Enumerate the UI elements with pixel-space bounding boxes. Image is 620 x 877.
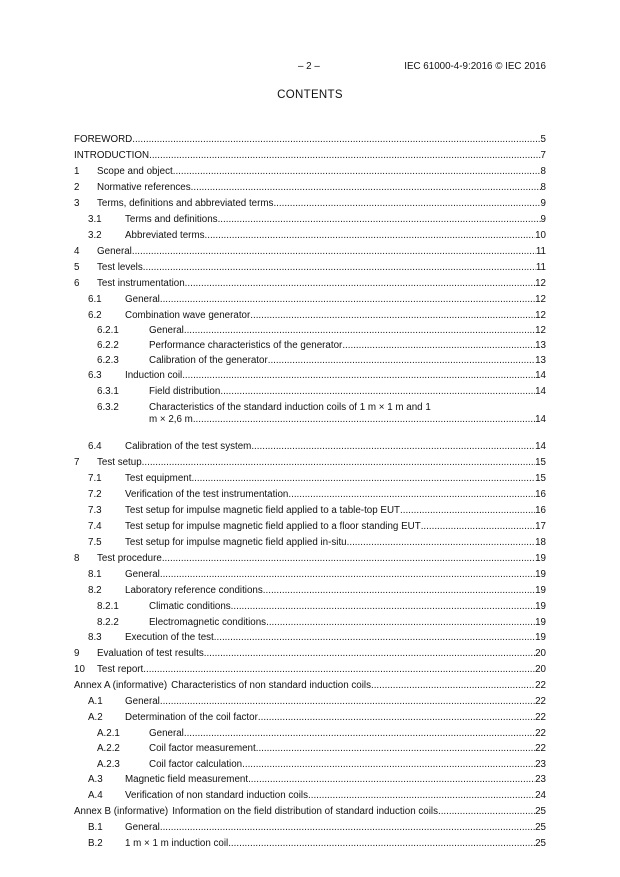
dot-leader [191, 473, 535, 485]
toc-entry-number: Annex A (informative) [74, 680, 168, 691]
toc-entry-number: A.2.2 [97, 743, 120, 754]
toc-entry-title: Test levels [97, 262, 143, 273]
toc-entry-title: Terms and definitions [125, 214, 218, 225]
toc-entry-title: Test procedure [97, 553, 162, 564]
dot-leader [258, 712, 535, 724]
toc-entry-page: 13 [535, 340, 546, 351]
toc-entry-page: 15 [535, 473, 546, 484]
toc-entry-title: Scope and object [97, 166, 173, 177]
toc-entry-number: 6.2.1 [97, 325, 119, 336]
toc-entry-page: 25 [535, 806, 546, 817]
page-number: – 2 – [298, 61, 320, 72]
toc-entry[interactable] [74, 822, 546, 834]
toc-entry-page: 24 [535, 790, 546, 801]
dot-leader [160, 569, 535, 581]
toc-entry-page: 19 [535, 569, 546, 580]
toc-entry-number: 7.2 [88, 489, 102, 500]
toc-entry-page: 12 [535, 278, 546, 289]
toc-entry[interactable] [74, 759, 546, 771]
document-reference: IEC 61000-4-9:2016 © IEC 2016 [404, 61, 546, 72]
toc-entry[interactable] [74, 743, 546, 755]
toc-entry-page: 17 [535, 521, 546, 532]
dot-leader [143, 664, 535, 676]
dot-leader [273, 198, 540, 210]
toc-entry-page: 5 [540, 134, 546, 145]
toc-entry-page: 12 [535, 294, 546, 305]
toc-entry-page: 14 [535, 370, 546, 381]
toc-entry-number: 6.2.3 [97, 355, 119, 366]
toc-entry[interactable] [74, 838, 546, 850]
dot-leader [308, 790, 535, 802]
dot-leader [288, 489, 535, 501]
toc-entry[interactable] [74, 278, 546, 290]
toc-entry-title: General [125, 569, 160, 580]
toc-entry-title: Execution of the test [125, 632, 214, 643]
toc-entry-page: 25 [535, 838, 546, 849]
dot-leader [160, 294, 535, 306]
toc-entry-page: 23 [535, 774, 546, 785]
toc-entry[interactable] [74, 664, 546, 676]
toc-entry[interactable] [74, 505, 546, 517]
toc-entry-page: 22 [535, 728, 546, 739]
toc-entry-title: Electromagnetic conditions [149, 617, 267, 628]
toc-entry-number: B.2 [88, 838, 103, 849]
toc-entry-page: 10 [535, 230, 546, 241]
toc-entry[interactable] [74, 632, 546, 644]
dot-leader [191, 182, 541, 194]
toc-entry-page: 14 [535, 414, 546, 425]
toc-entry-title: Verification of the test instrumentation [125, 489, 289, 500]
toc-entry-number: 6.4 [88, 441, 102, 452]
dot-leader [173, 166, 541, 178]
toc-entry-number: 7.5 [88, 537, 102, 548]
toc-entry[interactable] [74, 246, 546, 258]
toc-entry-title: Determination of the coil factor [125, 712, 258, 723]
toc-entry-page: 19 [535, 632, 546, 643]
toc-entry[interactable] [74, 790, 546, 802]
toc-entry-number: 8.2.1 [97, 601, 119, 612]
toc-entry[interactable] [74, 601, 546, 613]
toc-entry-number: A.1 [88, 696, 103, 707]
dot-leader [263, 585, 535, 597]
toc-entry-title: Calibration of the generator [149, 355, 268, 366]
dot-leader [214, 632, 535, 644]
toc-entry-title: Performance characteristics of the generator [149, 340, 343, 351]
toc-entry-number: 7 [74, 457, 80, 468]
toc-entry[interactable] [74, 457, 546, 469]
toc-entry-number: 6.2.2 [97, 340, 119, 351]
toc-entry-page: 13 [535, 355, 546, 366]
toc-entry-title: General [97, 246, 132, 257]
toc-entry-title: Test report [97, 664, 144, 675]
toc-entry[interactable] [74, 696, 546, 708]
toc-entry-title: Test setup for impulse magnetic field applied in-situ [125, 537, 347, 548]
toc-entry[interactable] [74, 198, 546, 210]
toc-entry-number: 9 [74, 648, 80, 659]
dot-leader [132, 134, 540, 146]
toc-entry-page: 23 [535, 759, 546, 770]
toc-entry-number: A.2 [88, 712, 103, 723]
toc-entry[interactable] [74, 728, 546, 740]
toc-entry[interactable] [74, 585, 546, 597]
toc-entry[interactable] [74, 617, 546, 629]
toc-entry-number: 10 [74, 664, 85, 675]
dot-leader [347, 537, 535, 549]
dot-leader [205, 230, 536, 242]
toc-entry[interactable] [74, 230, 546, 242]
toc-entry-title: Field distribution [149, 386, 221, 397]
dot-leader [142, 457, 535, 469]
toc-entry-page: 20 [535, 664, 546, 675]
toc-entry-number: 6.2 [88, 310, 102, 321]
toc-entry-page: 18 [535, 537, 546, 548]
toc-entry[interactable] [74, 537, 546, 549]
toc-entry-title: Calibration of the test system [125, 441, 252, 452]
toc-entry-title: Induction coil [125, 370, 183, 381]
toc-entry-number: 7.1 [88, 473, 102, 484]
dot-leader [242, 759, 535, 771]
toc-entry[interactable] [74, 648, 546, 660]
toc-entry-page: 8 [540, 182, 546, 193]
toc-entry-title: General [149, 325, 184, 336]
dot-leader [438, 806, 535, 818]
dot-leader [228, 838, 535, 850]
toc-entry-page: 7 [540, 150, 546, 161]
dot-leader [250, 310, 535, 322]
toc-entry-title: Characteristics of non standard induction coils [171, 680, 371, 691]
toc-entry-page: 19 [535, 617, 546, 628]
toc-entry-number: 3 [74, 198, 80, 209]
dot-leader [256, 743, 535, 755]
dot-leader [248, 774, 535, 786]
toc-entry-page: 15 [535, 457, 546, 468]
toc-entry-page: 9 [540, 214, 546, 225]
toc-entry[interactable] [74, 294, 546, 306]
dot-leader [231, 601, 535, 613]
toc-entry[interactable] [74, 473, 546, 485]
toc-entry[interactable] [74, 680, 546, 692]
toc-entry[interactable] [74, 441, 546, 453]
toc-entry-number: 1 [74, 166, 80, 177]
toc-entry-page: 12 [535, 325, 546, 336]
toc-entry-page: 16 [535, 489, 546, 500]
toc-entry[interactable] [74, 166, 546, 178]
toc-entry-page: 22 [535, 680, 546, 691]
toc-entry-number: 8.2 [88, 585, 102, 596]
dot-leader [193, 414, 535, 426]
dot-leader [162, 553, 535, 565]
dot-leader [421, 521, 535, 533]
dot-leader [182, 370, 535, 382]
toc-entry-title: Abbreviated terms [125, 230, 205, 241]
toc-entry[interactable] [74, 402, 546, 426]
toc-entry-page: 14 [535, 386, 546, 397]
toc-entry[interactable] [74, 355, 546, 367]
toc-entry-number: 6.3.1 [97, 386, 119, 397]
toc-entry-title: Normative references [97, 182, 191, 193]
toc-entry-title: Test setup for impulse magnetic field applied to a floor standing EUT [125, 521, 421, 532]
toc-entry-page: 20 [535, 648, 546, 659]
toc-entry-page: 19 [535, 585, 546, 596]
toc-entry[interactable] [74, 310, 546, 322]
toc-entry-page: 19 [535, 601, 546, 612]
dot-leader [204, 648, 535, 660]
dot-leader [160, 696, 535, 708]
toc-entry-number: 6 [74, 278, 80, 289]
toc-entry-title: General [125, 822, 160, 833]
toc-entry-number: 7.4 [88, 521, 102, 532]
toc-entry-number: 6.3 [88, 370, 102, 381]
dot-leader [143, 262, 536, 274]
toc-entry-page: 22 [535, 743, 546, 754]
dot-leader [160, 822, 535, 834]
toc-entry-number: 8.3 [88, 632, 102, 643]
toc-entry[interactable] [74, 712, 546, 724]
toc-entry-title: Magnetic field measurement [125, 774, 249, 785]
toc-entry-title: Coil factor measurement [149, 743, 256, 754]
toc-entry-number: 5 [74, 262, 80, 273]
toc-entry[interactable] [74, 521, 546, 533]
dot-leader [218, 214, 541, 226]
toc-entry-number: Annex B (informative) [74, 806, 169, 817]
toc-entry-page: 11 [535, 262, 546, 273]
toc-entry-page: 14 [535, 441, 546, 452]
toc-entry-number: 3.1 [88, 214, 102, 225]
toc-entry-title: Test instrumentation [97, 278, 185, 289]
toc-entry[interactable] [74, 806, 546, 818]
toc-entry[interactable] [74, 386, 546, 398]
toc-entry-number: 3.2 [88, 230, 102, 241]
toc-entry-title: Test equipment [125, 473, 192, 484]
toc-entry-title: Evaluation of test results [97, 648, 204, 659]
toc-entry[interactable] [74, 150, 546, 162]
toc-entry-title: Test setup for impulse magnetic field applied to a table-top EUT [125, 505, 401, 516]
toc-entry-title: General [149, 728, 184, 739]
toc-entry-number: 6.1 [88, 294, 102, 305]
toc-entry[interactable] [74, 134, 546, 146]
toc-entry-number: A.4 [88, 790, 103, 801]
dot-leader [400, 505, 535, 517]
toc-entry-title: m × 2,6 m [149, 414, 193, 425]
dot-leader [149, 150, 540, 162]
toc-entry-title: Terms, definitions and abbreviated terms [97, 198, 274, 209]
toc-entry[interactable] [74, 262, 546, 274]
dot-leader [251, 441, 535, 453]
toc-entry[interactable] [74, 214, 546, 226]
toc-entry-page: 12 [535, 310, 546, 321]
toc-entry-number: 8.2.2 [97, 617, 119, 628]
toc-entry-page: 22 [535, 696, 546, 707]
toc-entry-number: A.2.1 [97, 728, 120, 739]
toc-entry-title: General [125, 696, 160, 707]
toc-entry-title: Coil factor calculation [149, 759, 243, 770]
toc-entry-title: Combination wave generator [125, 310, 251, 321]
toc-entry[interactable] [74, 553, 546, 565]
toc-entry-number: A.2.3 [97, 759, 120, 770]
toc-entry-page: 25 [535, 822, 546, 833]
dot-leader [342, 340, 535, 352]
toc-entry-title: Information on the field distribution of standard induction coils [172, 806, 438, 817]
toc-entry-page: 9 [540, 198, 546, 209]
dot-leader [266, 617, 535, 629]
toc-entry-title: 1 m × 1 m induction coil [125, 838, 229, 849]
toc-entry[interactable] [74, 774, 546, 786]
toc-entry-number: 7.3 [88, 505, 102, 516]
toc-entry-number: B.1 [88, 822, 103, 833]
toc-entry-title: Laboratory reference conditions [125, 585, 263, 596]
toc-entry-page: 22 [535, 712, 546, 723]
toc-entry-page: 11 [535, 246, 546, 257]
toc-entry-title: Test setup [97, 457, 142, 468]
toc-entry-number: 4 [74, 246, 80, 257]
toc-entry-number: A.3 [88, 774, 103, 785]
toc-entry-page: 19 [535, 553, 546, 564]
toc-entry-title: General [125, 294, 160, 305]
toc-entry-title: FOREWORD [74, 134, 133, 145]
toc-entry[interactable] [74, 370, 546, 382]
toc-entry[interactable] [74, 489, 546, 501]
toc-entry[interactable] [74, 182, 546, 194]
dot-leader [220, 386, 535, 398]
toc-entry-title: Characteristics of the standard induction coils of 1 m × 1 m and 1 [149, 402, 431, 413]
toc-entry-title: Climatic conditions [149, 601, 231, 612]
toc-entry-page: 8 [540, 166, 546, 177]
dot-leader [371, 680, 535, 692]
toc-entry[interactable] [74, 325, 546, 337]
dot-leader [184, 325, 535, 337]
dot-leader [268, 355, 535, 367]
dot-leader [185, 278, 535, 290]
dot-leader [132, 246, 536, 258]
toc-entry-number: 8 [74, 553, 80, 564]
page-title: CONTENTS [277, 89, 343, 101]
toc-entry-number: 6.3.2 [97, 402, 119, 413]
dot-leader [184, 728, 535, 740]
toc-entry[interactable] [74, 569, 546, 581]
toc-entry-title: Verification of non standard induction coils [125, 790, 308, 801]
toc-entry-number: 8.1 [88, 569, 102, 580]
toc-entry[interactable] [74, 340, 546, 352]
toc-entry-title: INTRODUCTION [74, 150, 150, 161]
toc-entry-number: 2 [74, 182, 80, 193]
toc-entry-page: 16 [535, 505, 546, 516]
